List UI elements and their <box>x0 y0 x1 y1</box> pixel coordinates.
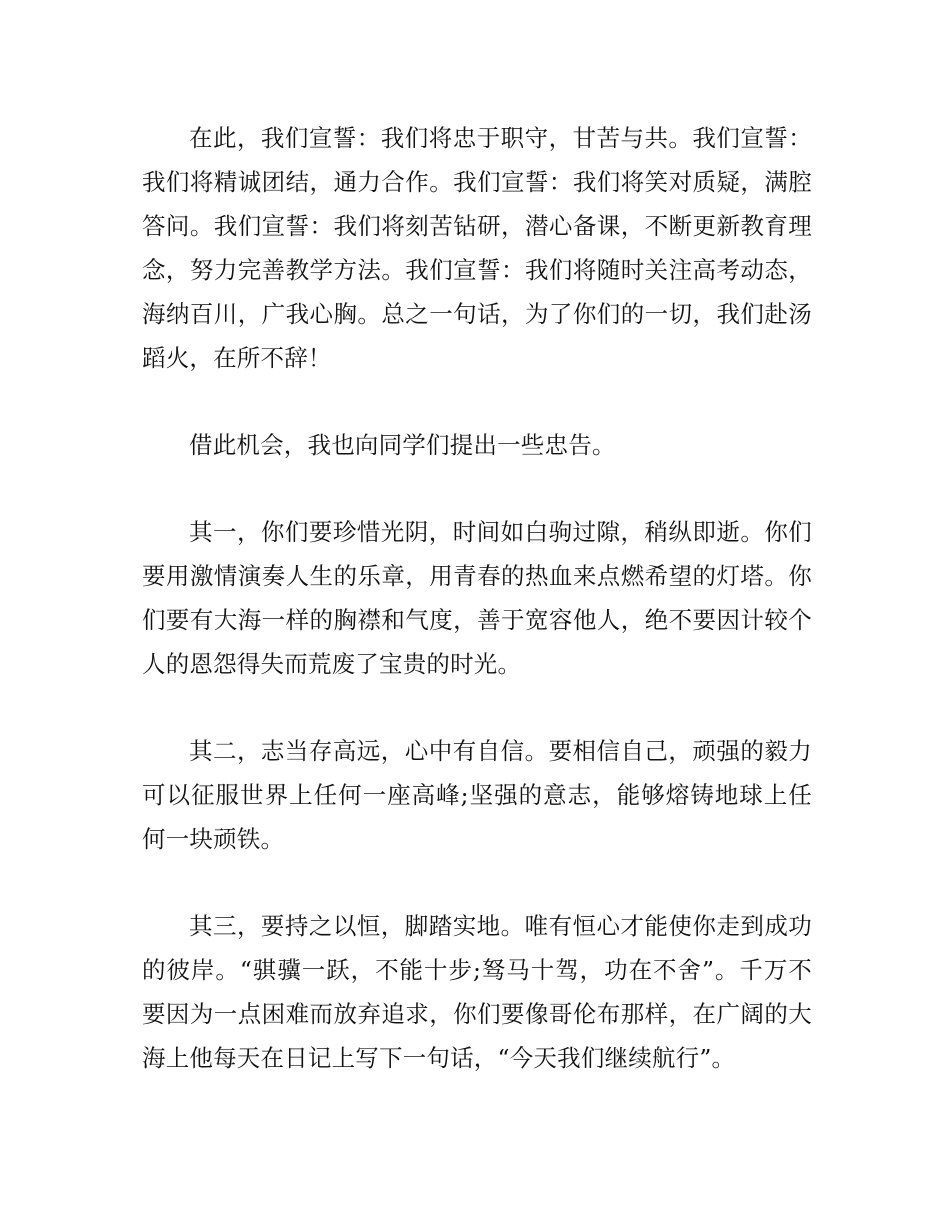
paragraph-oath: 在此，我们宣誓：我们将忠于职守，甘苦与共。我们宣誓：我们将精诚团结，通力合作。我们宣誓：我们将笑对质疑，满腔答问。我们宣誓：我们将刻苦钻研，潜心备课，不断更新教育理念，努力完善教学方法。我们宣誓：我们将随时关注高考动态，海纳百川，广我心胸。总之一句话，为了你们的一切，我们赴汤蹈火，在所不辞！ <box>142 124 812 372</box>
paragraph-advice-intro: 借此机会，我也向同学们提出一些忠告。 <box>189 431 616 459</box>
paragraph-advice-three: 其三，要持之以恒，脚踏实地。唯有恒心才能使你走到成功的彼岸。“骐骥一跃，不能十步;驽马十驾，功在不舍”。千万不要因为一点困难而放弃追求，你们要像哥伦布那样，在广阔的大海上他每天在日记上写下一句话，“今天我们继续航行”。 <box>142 912 812 1072</box>
document-body <box>142 116 812 1080</box>
paragraph-advice-one: 其一，你们要珍惜光阴，时间如白驹过隙，稍纵即逝。你们要用激情演奏人生的乐章，用青春的热血来点燃希望的灯塔。你们要有大海一样的胸襟和气度，善于宽容他人，绝不要因计较个人的恩怨得失而荒废了宝贵的时光。 <box>142 518 812 678</box>
paragraph-advice-two: 其二，志当存高远，心中有自信。要相信自己，顽强的毅力可以征服世界上任何一座高峰;坚强的意志，能够熔铸地球上任何一块顽铁。 <box>142 737 812 853</box>
